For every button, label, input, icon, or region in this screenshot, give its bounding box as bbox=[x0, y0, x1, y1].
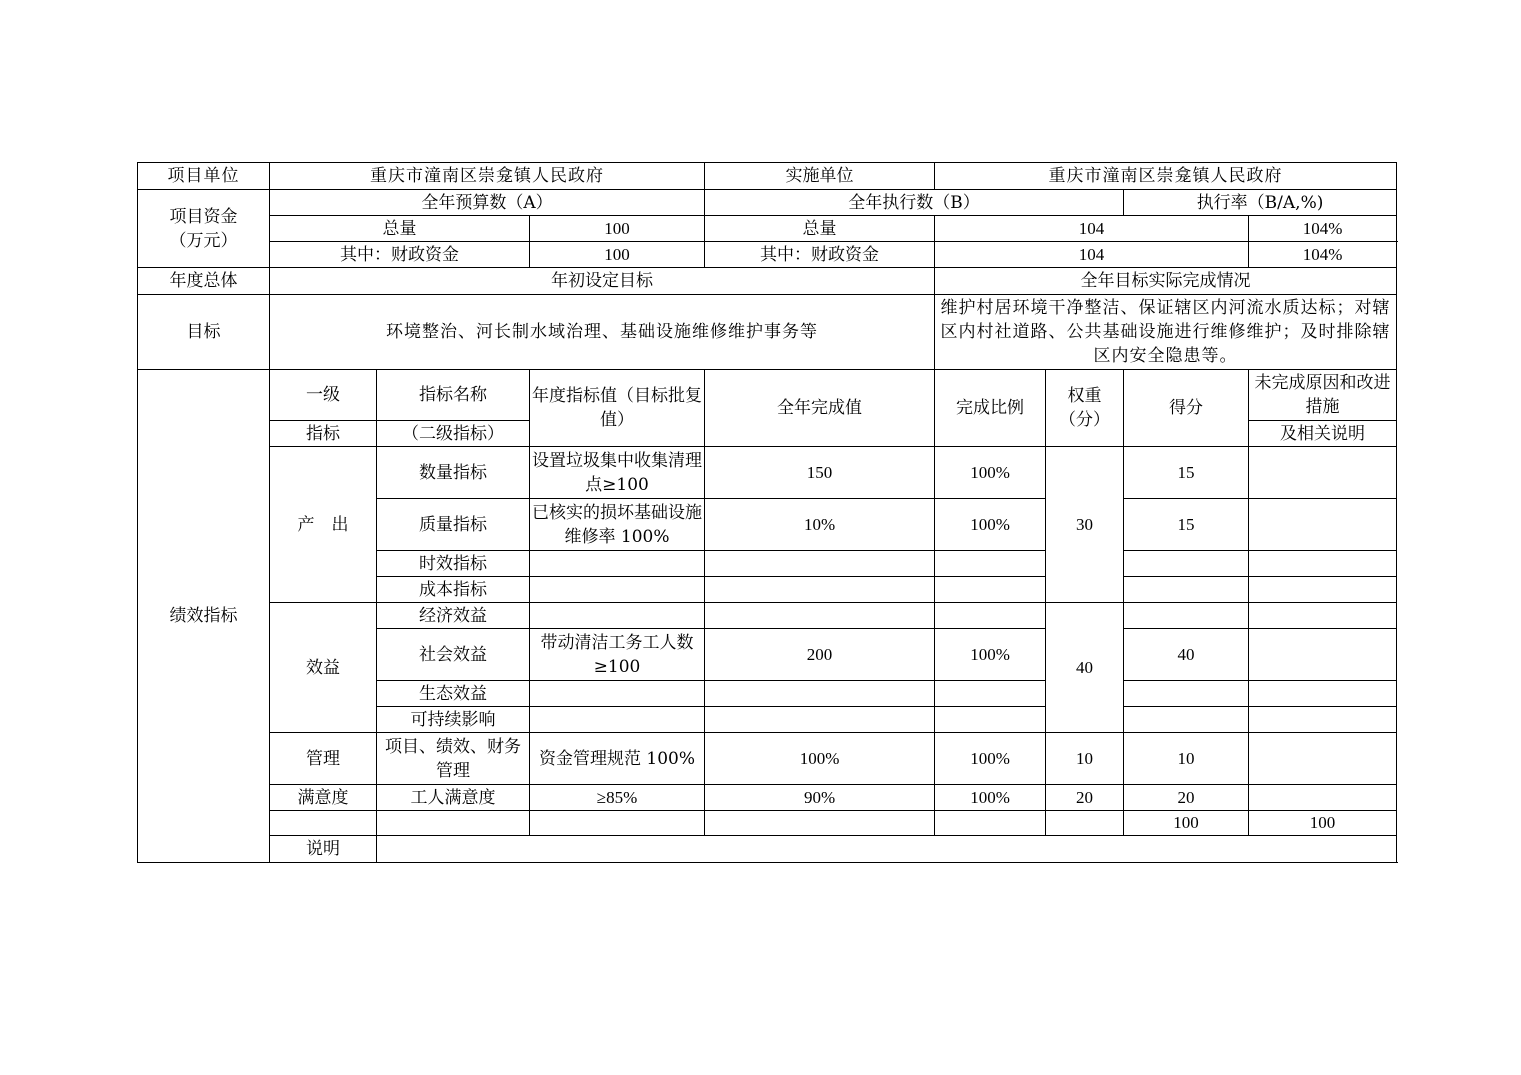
indicator-reason bbox=[1249, 551, 1397, 577]
exec-header: 全年执行数（B） bbox=[705, 190, 1124, 216]
satisfaction-target: ≥85% bbox=[530, 785, 705, 811]
table-row bbox=[138, 603, 1397, 629]
indicator-name: 生态效益 bbox=[377, 681, 530, 707]
goals-label-line1: 年度总体 bbox=[138, 268, 270, 295]
impl-unit-value: 重庆市潼南区崇龛镇人民政府 bbox=[935, 163, 1397, 190]
totals-blank-5 bbox=[935, 811, 1046, 836]
indicator-name: 社会效益 bbox=[377, 629, 530, 681]
indicator-ratio bbox=[935, 681, 1046, 707]
indicator-name: 时效指标 bbox=[377, 551, 530, 577]
indicator-target bbox=[530, 603, 705, 629]
indicator-ratio: 100% bbox=[935, 447, 1046, 499]
management-score: 10 bbox=[1124, 733, 1249, 785]
indicator-ratio bbox=[935, 707, 1046, 733]
total-exec-label: 总量 bbox=[705, 216, 935, 242]
indicator-target bbox=[530, 681, 705, 707]
indicator-reason bbox=[1249, 629, 1397, 681]
score-header: 得分 bbox=[1124, 370, 1249, 447]
indicator-target bbox=[530, 577, 705, 603]
indicator-ratio: 100% bbox=[935, 629, 1046, 681]
indicator-score bbox=[1124, 577, 1249, 603]
indicator-score: 15 bbox=[1124, 499, 1249, 551]
indicator-score bbox=[1124, 681, 1249, 707]
level1-header-2: 指标 bbox=[270, 421, 377, 447]
indicator-ratio bbox=[935, 551, 1046, 577]
name-header: 指标名称 bbox=[377, 370, 530, 421]
fiscal-budget: 100 bbox=[530, 242, 705, 268]
indicator-name: 质量指标 bbox=[377, 499, 530, 551]
management-row bbox=[138, 733, 1397, 785]
target-header: 年度指标值（目标批复值） bbox=[530, 370, 705, 447]
indicator-reason bbox=[1249, 681, 1397, 707]
totals-blank-4 bbox=[705, 811, 935, 836]
rate-header: 执行率（B/A,%) bbox=[1124, 190, 1397, 216]
ratio-header: 完成比例 bbox=[935, 370, 1046, 447]
indicator-score: 15 bbox=[1124, 447, 1249, 499]
indicator-ratio: 100% bbox=[935, 499, 1046, 551]
indicator-ratio bbox=[935, 603, 1046, 629]
total-budget: 100 bbox=[530, 216, 705, 242]
funds-fiscal-row bbox=[138, 242, 1397, 268]
impl-unit-label: 实施单位 bbox=[705, 163, 935, 190]
project-unit-label: 项目单位 bbox=[138, 163, 270, 190]
management-name: 项目、绩效、财务管理 bbox=[377, 733, 530, 785]
indicator-reason bbox=[1249, 447, 1397, 499]
indicator-actual bbox=[705, 577, 935, 603]
management-ratio: 100% bbox=[935, 733, 1046, 785]
management-reason bbox=[1249, 733, 1397, 785]
indicator-actual bbox=[705, 603, 935, 629]
indicator-name: 成本指标 bbox=[377, 577, 530, 603]
satisfaction-reason bbox=[1249, 785, 1397, 811]
funds-total-row bbox=[138, 216, 1397, 242]
fiscal-exec: 104 bbox=[935, 242, 1249, 268]
indicator-actual: 10% bbox=[705, 499, 935, 551]
note-row bbox=[138, 836, 1397, 863]
indicator-actual bbox=[705, 551, 935, 577]
initial-goal-text: 环境整治、河长制水域治理、基础设施维修维护事务等 bbox=[270, 295, 935, 370]
unit-row bbox=[138, 163, 1397, 190]
indicator-actual bbox=[705, 681, 935, 707]
output-weight: 30 bbox=[1046, 447, 1124, 603]
totals-blank-6 bbox=[1046, 811, 1124, 836]
indicator-target: 已核实的损坏基础设施维修率 100% bbox=[530, 499, 705, 551]
management-weight: 10 bbox=[1046, 733, 1124, 785]
indicator-reason bbox=[1249, 577, 1397, 603]
total-weight: 100 bbox=[1124, 811, 1249, 836]
indicator-score: 40 bbox=[1124, 629, 1249, 681]
indicator-actual: 200 bbox=[705, 629, 935, 681]
goals-header-row bbox=[138, 268, 1397, 295]
total-score: 100 bbox=[1249, 811, 1397, 836]
budget-header: 全年预算数（A） bbox=[270, 190, 705, 216]
totals-row bbox=[138, 811, 1397, 836]
goals-label-line2: 目标 bbox=[138, 295, 270, 370]
initial-goal-header: 年初设定目标 bbox=[270, 268, 935, 295]
totals-blank-1 bbox=[270, 811, 377, 836]
fiscal-rate: 104% bbox=[1249, 242, 1397, 268]
management-target: 资金管理规范 100% bbox=[530, 733, 705, 785]
funds-label-line1: 项目资金 bbox=[169, 206, 238, 227]
indicator-score bbox=[1124, 551, 1249, 577]
indicator-name: 可持续影响 bbox=[377, 707, 530, 733]
level1-header: 一级 bbox=[270, 370, 377, 421]
actual-goal-header: 全年目标实际完成情况 bbox=[935, 268, 1397, 295]
note-label: 说明 bbox=[270, 836, 377, 863]
indicator-name: 数量指标 bbox=[377, 447, 530, 499]
funds-label-line2: （万元） bbox=[169, 230, 238, 251]
satisfaction-ratio: 100% bbox=[935, 785, 1046, 811]
indicator-actual: 150 bbox=[705, 447, 935, 499]
goals-content-row bbox=[138, 295, 1397, 370]
satisfaction-row bbox=[138, 785, 1397, 811]
satisfaction-score: 20 bbox=[1124, 785, 1249, 811]
funds-label bbox=[138, 190, 270, 268]
output-label: 产 出 bbox=[270, 447, 377, 603]
indicator-reason bbox=[1249, 499, 1397, 551]
weight-header: 权重（分） bbox=[1046, 370, 1124, 447]
performance-table bbox=[137, 162, 1397, 863]
indicators-section-label: 绩效指标 bbox=[138, 370, 270, 863]
indicator-reason bbox=[1249, 707, 1397, 733]
indicator-score bbox=[1124, 603, 1249, 629]
indicator-target bbox=[530, 551, 705, 577]
indicator-score bbox=[1124, 707, 1249, 733]
reason-header: 未完成原因和改进措施 bbox=[1249, 370, 1397, 421]
note-value bbox=[377, 836, 1397, 863]
actual-header: 全年完成值 bbox=[705, 370, 935, 447]
project-unit-value: 重庆市潼南区崇龛镇人民政府 bbox=[270, 163, 705, 190]
indicator-actual bbox=[705, 707, 935, 733]
total-exec: 104 bbox=[935, 216, 1249, 242]
management-label: 管理 bbox=[270, 733, 377, 785]
name-header-2: （二级指标） bbox=[377, 421, 530, 447]
table-row bbox=[138, 447, 1397, 499]
satisfaction-weight: 20 bbox=[1046, 785, 1124, 811]
satisfaction-actual: 90% bbox=[705, 785, 935, 811]
fiscal-exec-label: 其中：财政资金 bbox=[705, 242, 935, 268]
indicator-ratio bbox=[935, 577, 1046, 603]
benefit-weight: 40 bbox=[1046, 603, 1124, 733]
totals-blank-2 bbox=[377, 811, 530, 836]
total-rate: 104% bbox=[1249, 216, 1397, 242]
reason-header-2: 及相关说明 bbox=[1249, 421, 1397, 447]
indicator-header-row bbox=[138, 370, 1397, 421]
funds-header-row bbox=[138, 190, 1397, 216]
management-actual: 100% bbox=[705, 733, 935, 785]
indicator-target: 带动清洁工务工人数≥100 bbox=[530, 629, 705, 681]
total-label: 总量 bbox=[270, 216, 530, 242]
indicator-target: 设置垃圾集中收集清理点≥100 bbox=[530, 447, 705, 499]
actual-goal-text: 维护村居环境干净整洁、保证辖区内河流水质达标；对辖区内村社道路、公共基础设施进行维修维护；及时排除辖区内安全隐患等。 bbox=[935, 295, 1397, 370]
indicator-reason bbox=[1249, 603, 1397, 629]
satisfaction-label: 满意度 bbox=[270, 785, 377, 811]
fiscal-label: 其中：财政资金 bbox=[270, 242, 530, 268]
totals-blank-3 bbox=[530, 811, 705, 836]
indicator-target bbox=[530, 707, 705, 733]
benefit-label: 效益 bbox=[270, 603, 377, 733]
indicator-name: 经济效益 bbox=[377, 603, 530, 629]
satisfaction-name: 工人满意度 bbox=[377, 785, 530, 811]
